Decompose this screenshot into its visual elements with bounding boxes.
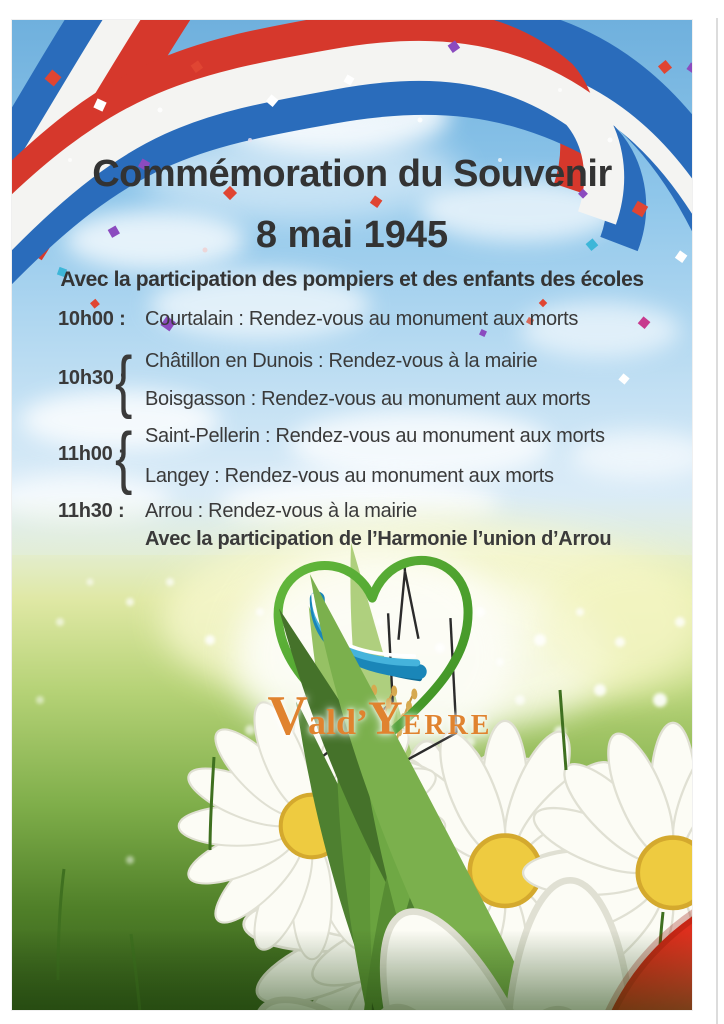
poster-date: 8 mai 1945: [255, 214, 449, 256]
logo-wordmark: [255, 685, 505, 747]
scan-edge-line: [716, 18, 718, 1024]
poster: [12, 20, 692, 1010]
bottom-vignette: [12, 930, 692, 1010]
schedule-event: Arrou : Rendez-vous à la mairie: [145, 500, 417, 522]
poster-title: Commémoration du Souvenir: [92, 153, 612, 195]
schedule-brace: {: [115, 343, 133, 420]
poster-subtitle: Avec la participation des pompiers et des enfants des écoles: [60, 268, 644, 291]
schedule-brace: {: [115, 419, 133, 496]
logo-letters-erre: ERRE: [402, 710, 493, 741]
schedule-time-2: 10h30 :: [58, 367, 126, 389]
schedule-event: Courtalain : Rendez-vous au monument aux morts: [145, 308, 579, 330]
schedule-time-1: 10h00 :: [58, 308, 126, 330]
logo-letter-v: V: [267, 685, 308, 747]
schedule-event: Langey : Rendez-vous au monument aux morts: [145, 465, 554, 487]
schedule-event: Saint-Pellerin : Rendez-vous au monument aux morts: [145, 425, 605, 447]
logo-letter-y: Y: [368, 692, 403, 745]
logo-letters-ald: ald’: [307, 702, 368, 742]
closing-note: Avec la participation de l’Harmonie l’union d’Arrou: [145, 528, 612, 550]
schedule-time-3: 11h00 :: [58, 443, 125, 465]
schedule-event: Châtillon en Dunois : Rendez-vous à la mairie: [145, 350, 538, 372]
schedule-time-4: 11h30 :: [58, 500, 125, 522]
schedule-event: Boisgasson : Rendez-vous au monument aux morts: [145, 388, 591, 410]
